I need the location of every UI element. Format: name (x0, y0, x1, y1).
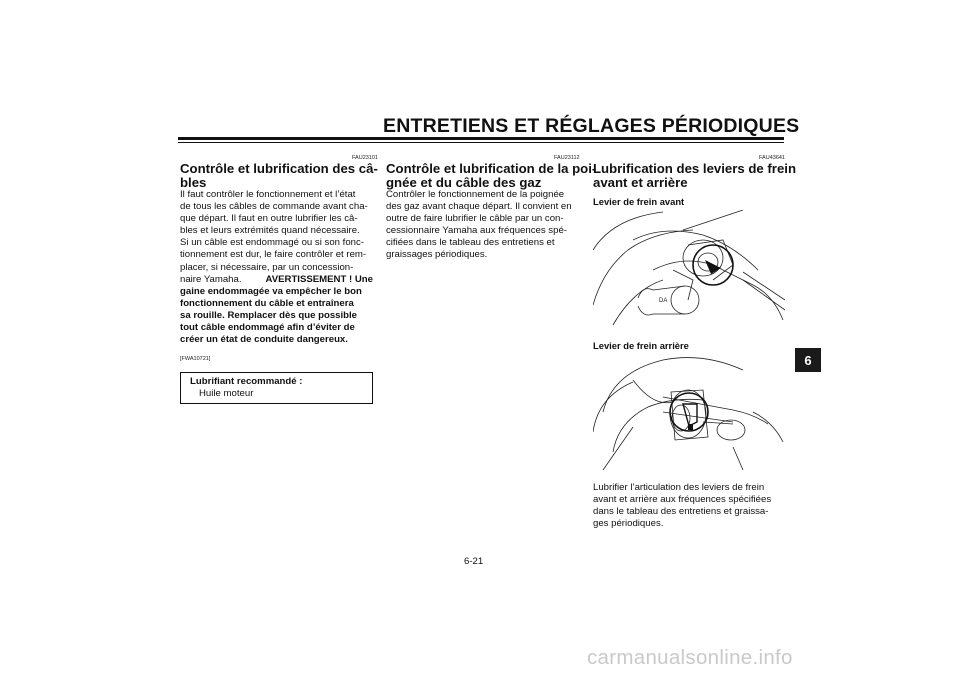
section-heading-line: bles (180, 175, 207, 190)
text-line: Contrôler le fonctionnement de la poignée (386, 189, 565, 200)
lubricant-box-value: Huile moteur (199, 388, 254, 399)
cap-marking: DA (659, 298, 668, 304)
text-line: que départ. Il faut en outre lubrifier les câ- (180, 213, 358, 225)
warning-line: tout câble endommagé afin d’éviter de (180, 322, 355, 334)
text-line: dans le tableau des entretiens et graissa- (593, 506, 769, 518)
text-line: Si un câble est endommagé ou si son fonc- (180, 237, 364, 249)
section-heading-line: Lubrification des leviers de frein (593, 161, 796, 176)
text-line: ges périodiques. (593, 518, 664, 530)
warning-code: [FWA10721] (180, 356, 211, 362)
section-code: FAU43641 (759, 155, 785, 161)
throttle-paragraph (386, 189, 579, 262)
text-line: tionnement est dur, le faire contrôler et rem- (180, 249, 367, 261)
brake-lever-paragraph (593, 482, 784, 530)
cables-paragraph (180, 189, 373, 346)
watermark: carmanualsonline.info (587, 646, 793, 669)
section-heading-line: Contrôle et lubrification de la poi- (386, 161, 597, 176)
warning-line: gaine endommagée va empêcher le bon (180, 285, 362, 297)
section-code: FAU23112 (554, 155, 580, 161)
front-brake-label: Levier de frein avant (593, 196, 685, 207)
text-line: graissages périodiques. (386, 249, 488, 261)
rear-brake-label: Levier de frein arrière (593, 340, 689, 351)
chapter-tab: 6 (795, 348, 821, 372)
page-number: 6-21 (464, 556, 484, 567)
text-line: bles et leurs extrémités quand nécessaire. (180, 225, 360, 237)
text-line: avant et arrière aux fréquences spécifiées (593, 494, 772, 506)
front-brake-lever-illustration (593, 210, 785, 328)
section-heading-line: gnée et du câble des gaz (386, 175, 542, 190)
section-code: FAU23101 (352, 155, 378, 161)
header-rule-thin (178, 142, 784, 143)
section-heading-line: avant et arrière (593, 175, 688, 190)
warning-line: fonctionnement du câble et entraînera (180, 297, 354, 309)
text-line: naire Yamaha. (180, 273, 242, 285)
header-rule-thick (178, 137, 784, 140)
lubricant-box-title: Lubrifiant recommandé : (190, 376, 303, 387)
warning-label: AVERTISSEMENT ! Une (265, 273, 373, 285)
text-line: cifiées dans le tableau des entretiens et (386, 237, 555, 249)
warning-line: créer un état de conduite dangereux. (180, 334, 348, 346)
text-line: Il faut contrôler le fonctionnement et l’état (180, 189, 356, 200)
text-line: Lubrifier l’articulation des leviers de frein (593, 482, 765, 493)
section-heading-line: Contrôle et lubrification des câ- (180, 161, 378, 176)
warning-line: sa rouille. Remplacer dès que possible (180, 309, 358, 321)
text-line: cessionnaire Yamaha aux fréquences spé- (386, 225, 567, 237)
rear-brake-lever-illustration (593, 352, 785, 470)
text-line: de tous les câbles de commande avant cha- (180, 201, 368, 213)
text-line: des gaz avant chaque départ. Il convient en (386, 201, 572, 213)
text-line-with-warning (180, 274, 373, 286)
text-line: placer, si nécessaire, par un concession- (180, 261, 354, 273)
text-line: outre de faire lubrifier le câble par un con- (386, 213, 564, 225)
page-title: ENTRETIENS ET RÉGLAGES PÉRIODIQUES (383, 115, 800, 137)
